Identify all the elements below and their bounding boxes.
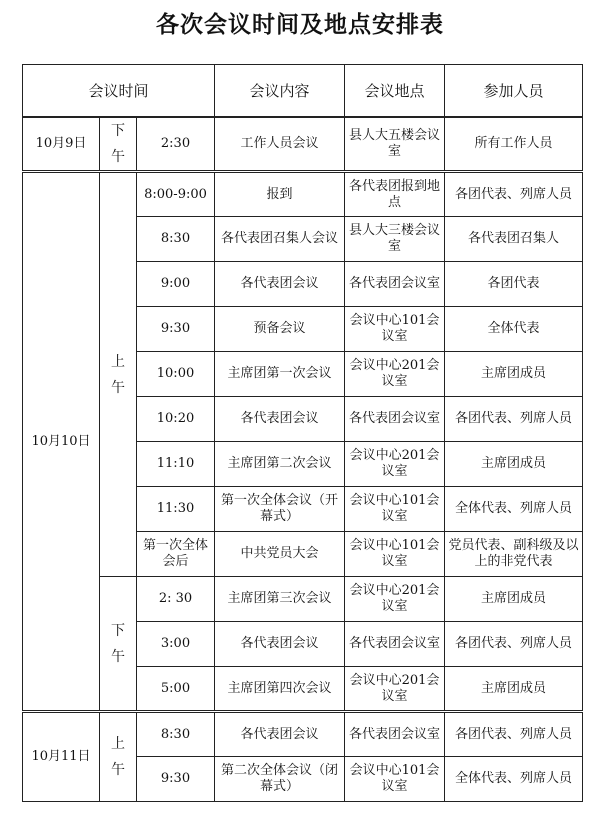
date-cell: 10月11日 [23, 712, 100, 802]
table-row [23, 117, 583, 172]
time-cell: 10:00 [137, 352, 215, 397]
people-cell: 主席团成员 [445, 352, 583, 397]
people-cell: 主席团成员 [445, 442, 583, 487]
content-cell: 各代表团会议 [215, 262, 345, 307]
place-cell: 各代表团会议室 [345, 622, 445, 667]
header-place: 会议地点 [345, 65, 445, 118]
content-cell: 主席团第四次会议 [215, 667, 345, 712]
period-cell [100, 117, 137, 172]
period-cell [100, 712, 137, 802]
people-cell: 全体代表、列席人员 [445, 487, 583, 532]
period-label: 上午 [110, 353, 125, 396]
time-cell: 3:00 [137, 622, 215, 667]
people-cell: 党员代表、副科级及以上的非党代表 [445, 532, 583, 577]
time-cell: 2:30 [137, 117, 215, 172]
period-label: 上午 [110, 736, 125, 778]
header-time: 会议时间 [23, 65, 215, 118]
time-cell: 8:30 [137, 217, 215, 262]
schedule-body [23, 117, 583, 802]
people-cell: 各团代表、列席人员 [445, 397, 583, 442]
content-cell: 主席团第一次会议 [215, 352, 345, 397]
place-cell: 会议中心201会议室 [345, 442, 445, 487]
table-row [23, 172, 583, 217]
header-content: 会议内容 [215, 65, 345, 118]
content-cell: 第二次全体会议（闭幕式） [215, 757, 345, 802]
place-cell: 各代表团会议室 [345, 397, 445, 442]
date-cell: 10月10日 [23, 172, 100, 712]
place-cell: 会议中心201会议室 [345, 577, 445, 622]
place-cell: 会议中心201会议室 [345, 352, 445, 397]
content-cell: 主席团第三次会议 [215, 577, 345, 622]
people-cell: 各团代表、列席人员 [445, 172, 583, 217]
period-label: 下午 [110, 622, 125, 665]
table-row [23, 712, 583, 757]
people-cell: 全体代表 [445, 307, 583, 352]
content-cell: 中共党员大会 [215, 532, 345, 577]
place-cell: 各代表团报到地点 [345, 172, 445, 217]
time-cell: 2: 30 [137, 577, 215, 622]
people-cell: 全体代表、列席人员 [445, 757, 583, 802]
content-cell: 主席团第二次会议 [215, 442, 345, 487]
content-cell: 各代表团会议 [215, 712, 345, 757]
people-cell: 主席团成员 [445, 577, 583, 622]
period-label: 下午 [110, 123, 125, 165]
place-cell: 会议中心101会议室 [345, 487, 445, 532]
content-cell: 各代表团会议 [215, 397, 345, 442]
time-cell: 9:30 [137, 307, 215, 352]
table-row [23, 577, 583, 622]
schedule-table [22, 64, 583, 802]
period-cell [100, 577, 137, 712]
date-cell: 10月9日 [23, 117, 100, 172]
people-cell: 主席团成员 [445, 667, 583, 712]
period-cell [100, 172, 137, 577]
time-cell: 8:00-9:00 [137, 172, 215, 217]
time-cell: 第一次全体会后 [137, 532, 215, 577]
content-cell: 第一次全体会议（开幕式） [215, 487, 345, 532]
people-cell: 各团代表、列席人员 [445, 712, 583, 757]
time-cell: 11:30 [137, 487, 215, 532]
header-people: 参加人员 [445, 65, 583, 118]
time-cell: 9:00 [137, 262, 215, 307]
content-cell: 各代表团召集人会议 [215, 217, 345, 262]
place-cell: 县人大五楼会议室 [345, 117, 445, 172]
time-cell: 11:10 [137, 442, 215, 487]
content-cell: 各代表团会议 [215, 622, 345, 667]
place-cell: 县人大三楼会议室 [345, 217, 445, 262]
people-cell: 各代表团召集人 [445, 217, 583, 262]
time-cell: 10:20 [137, 397, 215, 442]
people-cell: 各团代表 [445, 262, 583, 307]
content-cell: 预备会议 [215, 307, 345, 352]
people-cell: 各团代表、列席人员 [445, 622, 583, 667]
place-cell: 会议中心101会议室 [345, 757, 445, 802]
people-cell: 所有工作人员 [445, 117, 583, 172]
place-cell: 各代表团会议室 [345, 262, 445, 307]
content-cell: 报到 [215, 172, 345, 217]
place-cell: 会议中心201会议室 [345, 667, 445, 712]
time-cell: 8:30 [137, 712, 215, 757]
place-cell: 各代表团会议室 [345, 712, 445, 757]
time-cell: 9:30 [137, 757, 215, 802]
time-cell: 5:00 [137, 667, 215, 712]
content-cell: 工作人员会议 [215, 117, 345, 172]
place-cell: 会议中心101会议室 [345, 307, 445, 352]
page-title: 各次会议时间及地点安排表 [156, 12, 444, 38]
place-cell: 会议中心101会议室 [345, 532, 445, 577]
